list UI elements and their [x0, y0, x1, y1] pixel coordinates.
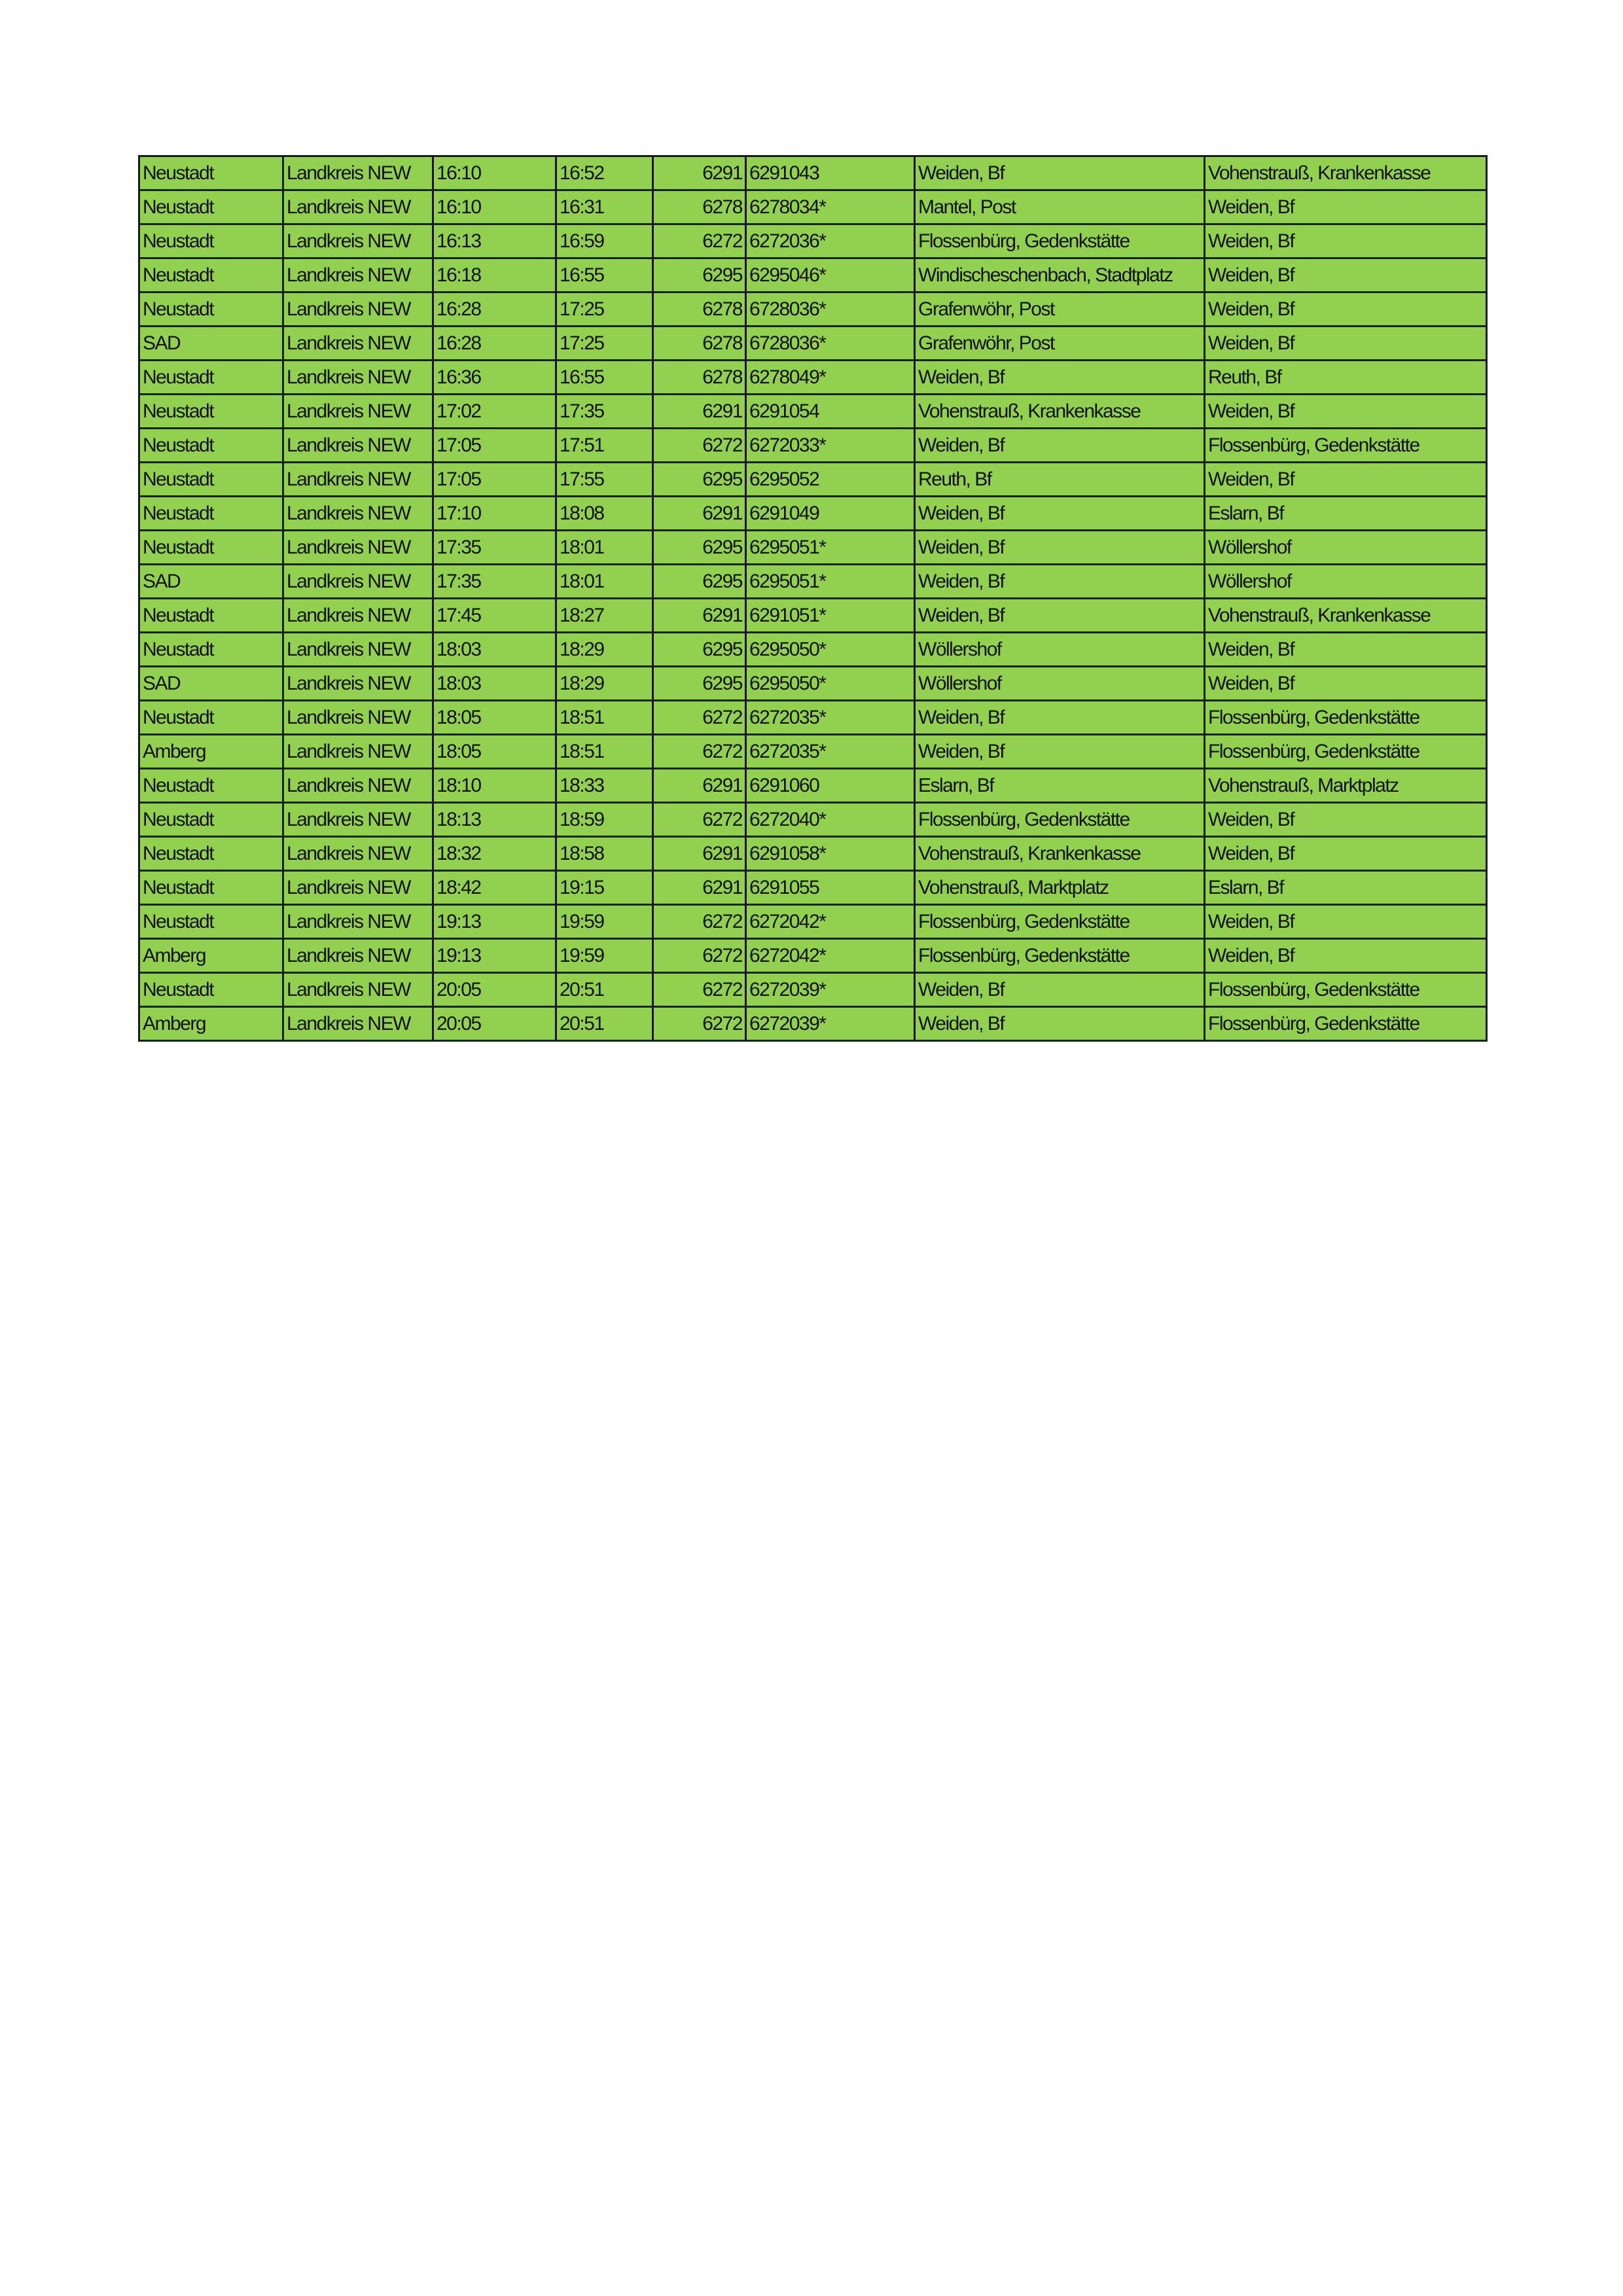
district-cell: Landkreis NEW [283, 395, 433, 429]
line-number-cell: 6295 [653, 463, 746, 497]
origin-stop-cell: Weiden, Bf [915, 531, 1205, 565]
district-cell: Landkreis NEW [283, 497, 433, 531]
origin-stop-cell: Eslarn, Bf [915, 769, 1205, 803]
operator-cell: Amberg [139, 1007, 283, 1041]
operator-cell: Neustadt [139, 871, 283, 905]
table-row [139, 565, 1487, 599]
origin-stop-cell: Weiden, Bf [915, 599, 1205, 633]
destination-stop-cell: Eslarn, Bf [1205, 497, 1487, 531]
line-number-cell: 6295 [653, 531, 746, 565]
operator-cell: Neustadt [139, 224, 283, 258]
origin-stop-cell: Flossenbürg, Gedenkstätte [915, 939, 1205, 973]
table-row [139, 905, 1487, 939]
table-row [139, 1007, 1487, 1041]
district-cell: Landkreis NEW [283, 327, 433, 361]
district-cell: Landkreis NEW [283, 803, 433, 837]
arrival-time-cell: 20:51 [556, 973, 653, 1007]
origin-stop-cell: Mantel, Post [915, 190, 1205, 224]
table-row [139, 837, 1487, 871]
table-row [139, 497, 1487, 531]
operator-cell: Amberg [139, 735, 283, 769]
table-row [139, 531, 1487, 565]
line-number-cell: 6295 [653, 633, 746, 667]
trip-number-cell: 6295051* [746, 565, 915, 599]
operator-cell: Neustadt [139, 837, 283, 871]
operator-cell: Amberg [139, 939, 283, 973]
departure-time-cell: 17:05 [433, 429, 556, 463]
arrival-time-cell: 18:08 [556, 497, 653, 531]
departure-time-cell: 16:10 [433, 156, 556, 190]
trip-number-cell: 6728036* [746, 327, 915, 361]
origin-stop-cell: Weiden, Bf [915, 429, 1205, 463]
trip-number-cell: 6728036* [746, 292, 915, 327]
arrival-time-cell: 17:25 [556, 327, 653, 361]
table-row [139, 395, 1487, 429]
destination-stop-cell: Flossenbürg, Gedenkstätte [1205, 429, 1487, 463]
destination-stop-cell: Weiden, Bf [1205, 803, 1487, 837]
origin-stop-cell: Grafenwöhr, Post [915, 327, 1205, 361]
table-row [139, 973, 1487, 1007]
line-number-cell: 6272 [653, 1007, 746, 1041]
origin-stop-cell: Weiden, Bf [915, 497, 1205, 531]
district-cell: Landkreis NEW [283, 769, 433, 803]
table-row [139, 939, 1487, 973]
operator-cell: Neustadt [139, 905, 283, 939]
trip-number-cell: 6291051* [746, 599, 915, 633]
departure-time-cell: 19:13 [433, 905, 556, 939]
departure-time-cell: 16:28 [433, 292, 556, 327]
arrival-time-cell: 16:52 [556, 156, 653, 190]
arrival-time-cell: 17:51 [556, 429, 653, 463]
district-cell: Landkreis NEW [283, 973, 433, 1007]
line-number-cell: 6272 [653, 429, 746, 463]
table-row [139, 667, 1487, 701]
arrival-time-cell: 17:25 [556, 292, 653, 327]
line-number-cell: 6272 [653, 224, 746, 258]
table-row [139, 258, 1487, 292]
district-cell: Landkreis NEW [283, 871, 433, 905]
trip-number-cell: 6295050* [746, 633, 915, 667]
origin-stop-cell: Reuth, Bf [915, 463, 1205, 497]
table-row [139, 633, 1487, 667]
origin-stop-cell: Weiden, Bf [915, 1007, 1205, 1041]
trip-number-cell: 6295051* [746, 531, 915, 565]
table-row [139, 701, 1487, 735]
district-cell: Landkreis NEW [283, 735, 433, 769]
arrival-time-cell: 18:01 [556, 531, 653, 565]
trip-number-cell: 6291055 [746, 871, 915, 905]
destination-stop-cell: Flossenbürg, Gedenkstätte [1205, 735, 1487, 769]
timetable-body [139, 156, 1487, 1041]
trip-number-cell: 6295050* [746, 667, 915, 701]
departure-time-cell: 17:02 [433, 395, 556, 429]
district-cell: Landkreis NEW [283, 1007, 433, 1041]
trip-number-cell: 6272040* [746, 803, 915, 837]
departure-time-cell: 17:10 [433, 497, 556, 531]
line-number-cell: 6291 [653, 871, 746, 905]
line-number-cell: 6291 [653, 497, 746, 531]
district-cell: Landkreis NEW [283, 701, 433, 735]
operator-cell: Neustadt [139, 361, 283, 395]
timetable [138, 155, 1488, 1042]
destination-stop-cell: Weiden, Bf [1205, 292, 1487, 327]
arrival-time-cell: 18:29 [556, 667, 653, 701]
origin-stop-cell: Flossenbürg, Gedenkstätte [915, 905, 1205, 939]
operator-cell: Neustadt [139, 497, 283, 531]
trip-number-cell: 6278049* [746, 361, 915, 395]
line-number-cell: 6278 [653, 327, 746, 361]
departure-time-cell: 18:13 [433, 803, 556, 837]
destination-stop-cell: Flossenbürg, Gedenkstätte [1205, 973, 1487, 1007]
table-row [139, 769, 1487, 803]
table-row [139, 803, 1487, 837]
line-number-cell: 6278 [653, 292, 746, 327]
destination-stop-cell: Reuth, Bf [1205, 361, 1487, 395]
departure-time-cell: 16:10 [433, 190, 556, 224]
line-number-cell: 6291 [653, 837, 746, 871]
operator-cell: Neustadt [139, 701, 283, 735]
departure-time-cell: 18:10 [433, 769, 556, 803]
arrival-time-cell: 18:01 [556, 565, 653, 599]
operator-cell: Neustadt [139, 395, 283, 429]
destination-stop-cell: Weiden, Bf [1205, 837, 1487, 871]
trip-number-cell: 6272035* [746, 735, 915, 769]
trip-number-cell: 6272039* [746, 1007, 915, 1041]
table-row [139, 224, 1487, 258]
destination-stop-cell: Flossenbürg, Gedenkstätte [1205, 701, 1487, 735]
origin-stop-cell: Flossenbürg, Gedenkstätte [915, 224, 1205, 258]
origin-stop-cell: Weiden, Bf [915, 973, 1205, 1007]
table-row [139, 429, 1487, 463]
destination-stop-cell: Weiden, Bf [1205, 327, 1487, 361]
origin-stop-cell: Weiden, Bf [915, 565, 1205, 599]
origin-stop-cell: Grafenwöhr, Post [915, 292, 1205, 327]
departure-time-cell: 16:13 [433, 224, 556, 258]
district-cell: Landkreis NEW [283, 361, 433, 395]
district-cell: Landkreis NEW [283, 292, 433, 327]
district-cell: Landkreis NEW [283, 565, 433, 599]
destination-stop-cell: Weiden, Bf [1205, 667, 1487, 701]
line-number-cell: 6278 [653, 361, 746, 395]
line-number-cell: 6272 [653, 701, 746, 735]
operator-cell: Neustadt [139, 973, 283, 1007]
line-number-cell: 6291 [653, 156, 746, 190]
departure-time-cell: 20:05 [433, 1007, 556, 1041]
destination-stop-cell: Vohenstrauß, Marktplatz [1205, 769, 1487, 803]
destination-stop-cell: Vohenstrauß, Krankenkasse [1205, 156, 1487, 190]
origin-stop-cell: Weiden, Bf [915, 361, 1205, 395]
table-row [139, 871, 1487, 905]
arrival-time-cell: 18:51 [556, 701, 653, 735]
origin-stop-cell: Flossenbürg, Gedenkstätte [915, 803, 1205, 837]
departure-time-cell: 17:45 [433, 599, 556, 633]
destination-stop-cell: Wöllershof [1205, 531, 1487, 565]
district-cell: Landkreis NEW [283, 633, 433, 667]
operator-cell: SAD [139, 327, 283, 361]
trip-number-cell: 6291043 [746, 156, 915, 190]
operator-cell: Neustadt [139, 190, 283, 224]
district-cell: Landkreis NEW [283, 531, 433, 565]
destination-stop-cell: Weiden, Bf [1205, 633, 1487, 667]
district-cell: Landkreis NEW [283, 224, 433, 258]
trip-number-cell: 6272036* [746, 224, 915, 258]
destination-stop-cell: Weiden, Bf [1205, 190, 1487, 224]
departure-time-cell: 18:03 [433, 667, 556, 701]
district-cell: Landkreis NEW [283, 905, 433, 939]
arrival-time-cell: 16:31 [556, 190, 653, 224]
departure-time-cell: 19:13 [433, 939, 556, 973]
table-row [139, 599, 1487, 633]
district-cell: Landkreis NEW [283, 463, 433, 497]
origin-stop-cell: Weiden, Bf [915, 156, 1205, 190]
arrival-time-cell: 18:33 [556, 769, 653, 803]
destination-stop-cell: Flossenbürg, Gedenkstätte [1205, 1007, 1487, 1041]
operator-cell: SAD [139, 667, 283, 701]
table-row [139, 735, 1487, 769]
trip-number-cell: 6291049 [746, 497, 915, 531]
destination-stop-cell: Weiden, Bf [1205, 395, 1487, 429]
departure-time-cell: 16:18 [433, 258, 556, 292]
district-cell: Landkreis NEW [283, 599, 433, 633]
line-number-cell: 6291 [653, 599, 746, 633]
arrival-time-cell: 19:59 [556, 939, 653, 973]
departure-time-cell: 18:05 [433, 735, 556, 769]
destination-stop-cell: Vohenstrauß, Krankenkasse [1205, 599, 1487, 633]
departure-time-cell: 18:32 [433, 837, 556, 871]
line-number-cell: 6291 [653, 395, 746, 429]
trip-number-cell: 6291060 [746, 769, 915, 803]
departure-time-cell: 17:35 [433, 565, 556, 599]
departure-time-cell: 17:05 [433, 463, 556, 497]
arrival-time-cell: 17:35 [556, 395, 653, 429]
destination-stop-cell: Wöllershof [1205, 565, 1487, 599]
line-number-cell: 6272 [653, 939, 746, 973]
line-number-cell: 6278 [653, 190, 746, 224]
operator-cell: SAD [139, 565, 283, 599]
district-cell: Landkreis NEW [283, 837, 433, 871]
operator-cell: Neustadt [139, 292, 283, 327]
operator-cell: Neustadt [139, 633, 283, 667]
trip-number-cell: 6291058* [746, 837, 915, 871]
line-number-cell: 6295 [653, 667, 746, 701]
arrival-time-cell: 17:55 [556, 463, 653, 497]
operator-cell: Neustadt [139, 769, 283, 803]
origin-stop-cell: Wöllershof [915, 633, 1205, 667]
origin-stop-cell: Windischeschenbach, Stadtplatz [915, 258, 1205, 292]
line-number-cell: 6295 [653, 565, 746, 599]
departure-time-cell: 20:05 [433, 973, 556, 1007]
departure-time-cell: 18:05 [433, 701, 556, 735]
arrival-time-cell: 18:27 [556, 599, 653, 633]
district-cell: Landkreis NEW [283, 667, 433, 701]
trip-number-cell: 6272033* [746, 429, 915, 463]
origin-stop-cell: Wöllershof [915, 667, 1205, 701]
trip-number-cell: 6272039* [746, 973, 915, 1007]
arrival-time-cell: 18:59 [556, 803, 653, 837]
district-cell: Landkreis NEW [283, 190, 433, 224]
operator-cell: Neustadt [139, 429, 283, 463]
departure-time-cell: 18:42 [433, 871, 556, 905]
district-cell: Landkreis NEW [283, 156, 433, 190]
origin-stop-cell: Vohenstrauß, Marktplatz [915, 871, 1205, 905]
destination-stop-cell: Weiden, Bf [1205, 463, 1487, 497]
destination-stop-cell: Weiden, Bf [1205, 905, 1487, 939]
table-row [139, 292, 1487, 327]
table-row [139, 327, 1487, 361]
line-number-cell: 6291 [653, 769, 746, 803]
arrival-time-cell: 16:55 [556, 258, 653, 292]
operator-cell: Neustadt [139, 599, 283, 633]
trip-number-cell: 6295052 [746, 463, 915, 497]
arrival-time-cell: 20:51 [556, 1007, 653, 1041]
district-cell: Landkreis NEW [283, 939, 433, 973]
departure-time-cell: 17:35 [433, 531, 556, 565]
destination-stop-cell: Weiden, Bf [1205, 939, 1487, 973]
table-row [139, 156, 1487, 190]
arrival-time-cell: 16:55 [556, 361, 653, 395]
trip-number-cell: 6278034* [746, 190, 915, 224]
operator-cell: Neustadt [139, 463, 283, 497]
operator-cell: Neustadt [139, 156, 283, 190]
arrival-time-cell: 16:59 [556, 224, 653, 258]
line-number-cell: 6272 [653, 735, 746, 769]
origin-stop-cell: Vohenstrauß, Krankenkasse [915, 837, 1205, 871]
table-row [139, 361, 1487, 395]
line-number-cell: 6272 [653, 973, 746, 1007]
table-row [139, 190, 1487, 224]
destination-stop-cell: Weiden, Bf [1205, 224, 1487, 258]
line-number-cell: 6272 [653, 905, 746, 939]
origin-stop-cell: Vohenstrauß, Krankenkasse [915, 395, 1205, 429]
destination-stop-cell: Weiden, Bf [1205, 258, 1487, 292]
operator-cell: Neustadt [139, 531, 283, 565]
destination-stop-cell: Eslarn, Bf [1205, 871, 1487, 905]
departure-time-cell: 16:36 [433, 361, 556, 395]
trip-number-cell: 6291054 [746, 395, 915, 429]
trip-number-cell: 6272035* [746, 701, 915, 735]
origin-stop-cell: Weiden, Bf [915, 735, 1205, 769]
arrival-time-cell: 19:15 [556, 871, 653, 905]
arrival-time-cell: 18:51 [556, 735, 653, 769]
departure-time-cell: 18:03 [433, 633, 556, 667]
line-number-cell: 6295 [653, 258, 746, 292]
arrival-time-cell: 18:29 [556, 633, 653, 667]
district-cell: Landkreis NEW [283, 429, 433, 463]
operator-cell: Neustadt [139, 258, 283, 292]
arrival-time-cell: 19:59 [556, 905, 653, 939]
line-number-cell: 6272 [653, 803, 746, 837]
arrival-time-cell: 18:58 [556, 837, 653, 871]
table-row [139, 463, 1487, 497]
trip-number-cell: 6272042* [746, 905, 915, 939]
district-cell: Landkreis NEW [283, 258, 433, 292]
operator-cell: Neustadt [139, 803, 283, 837]
trip-number-cell: 6272042* [746, 939, 915, 973]
departure-time-cell: 16:28 [433, 327, 556, 361]
origin-stop-cell: Weiden, Bf [915, 701, 1205, 735]
trip-number-cell: 6295046* [746, 258, 915, 292]
